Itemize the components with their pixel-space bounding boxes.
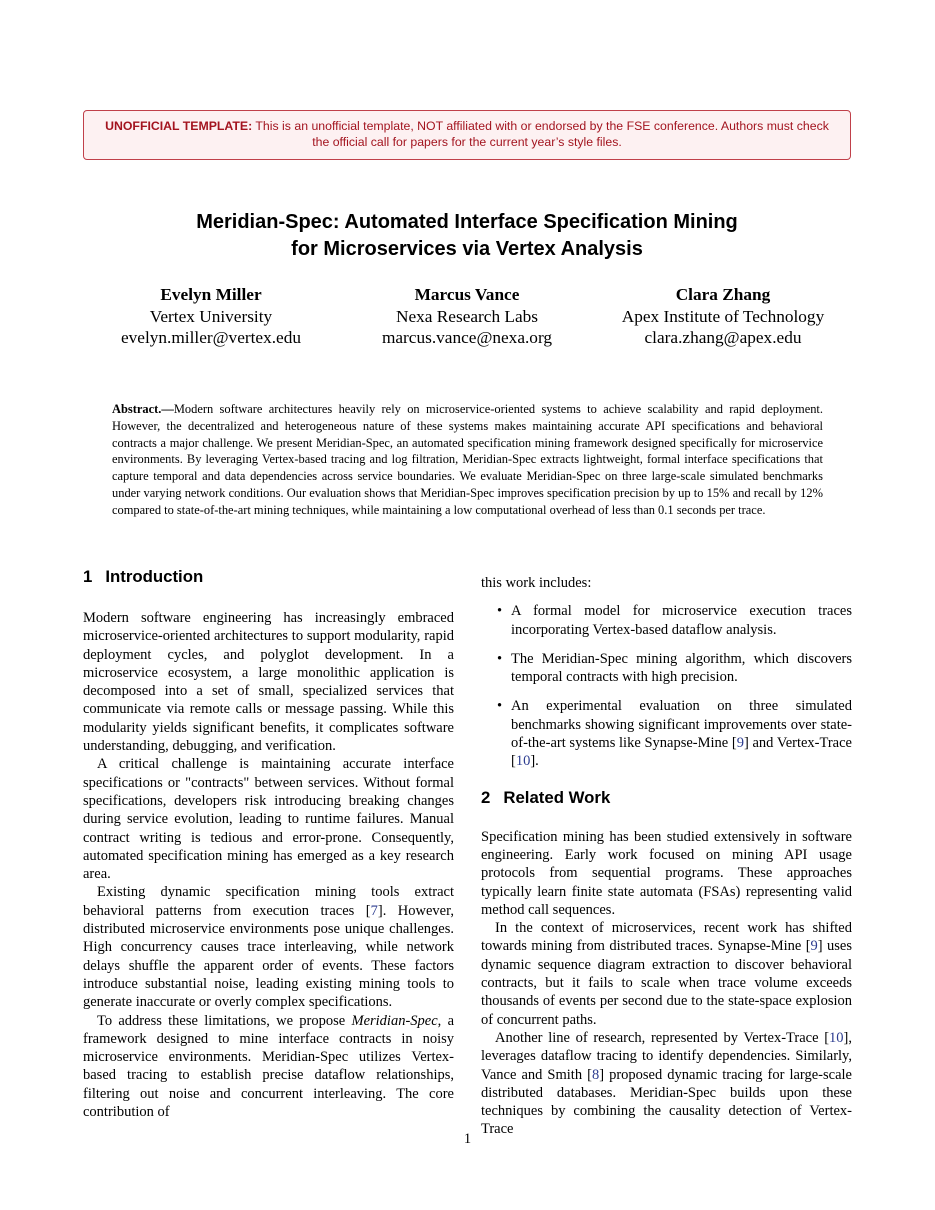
section-title: Introduction (105, 567, 204, 586)
text-segment: ]. However, distributed microservice environments pose unique challenges. High concurrency causes trace interleaving, while network delays shuffle the apparent order of events. These factors introduce substantial noise, leading existing mining tools to generate inaccurate or overly complex specifications. (83, 902, 454, 1011)
text-segment: In the context of microservices, recent work has shifted towards mining from distributed traces. Synapse-Mine [ (481, 920, 852, 955)
emphasis-system-name: Meridian-Spec (351, 1012, 438, 1029)
section-heading-related-work (481, 787, 852, 809)
related-paragraph-2 (481, 919, 852, 1029)
section-heading-introduction (83, 566, 454, 588)
right-column (481, 574, 852, 1139)
author-name: Evelyn Miller (160, 285, 262, 304)
author-email: clara.zhang@apex.edu (644, 328, 802, 347)
paper-title (83, 209, 851, 263)
section-number: 1 (83, 567, 93, 586)
related-paragraph-1: Specification mining has been studied extensively in software engineering. Early work focused on mining API usage protocols from sequential programs. These approaches typically learn finite state automata (FSAs) representing valid method call sequences. (481, 828, 852, 918)
intro-paragraph-3 (83, 883, 454, 1011)
paper-title-line-2: for Microservices via Vertex Analysis (291, 238, 643, 260)
author-email: marcus.vance@nexa.org (381, 328, 553, 347)
text-segment: ], leverages dataflow tracing to identify dependencies. Similarly, Vance and Smith [ (481, 1029, 852, 1083)
author-3 (595, 284, 851, 349)
text-segment: ] uses dynamic sequence diagram extraction to discover behavioral contracts, but it fails to scale when trace volume exceeds thousands of events per second due to the state-space explosion of concurrent paths. (481, 938, 852, 1028)
abstract (112, 401, 823, 519)
page-number: 1 (463, 1131, 472, 1147)
text-segment: ] and Vertex-Trace [ (511, 735, 852, 770)
citation-link[interactable]: 9 (810, 938, 818, 955)
citation-link[interactable]: 8 (591, 1066, 600, 1083)
author-2 (339, 284, 595, 349)
text-segment: ] proposed dynamic tracing for large-scale distributed databases. Meridian-Spec builds upon these techniques by combining the causality detection of Vertex-Trace (481, 1066, 852, 1138)
notice-label: UNOFFICIAL TEMPLATE: (105, 119, 253, 133)
list-item (481, 697, 852, 770)
author-1 (83, 284, 339, 349)
related-paragraph-3 (481, 1029, 852, 1139)
contribution-list (481, 602, 852, 770)
notice-text: This is an unofficial template, NOT affiliated with or endorsed by the FSE conference. Authors must check the official call for papers for the current year’s style files. (252, 119, 829, 149)
author-email: evelyn.miller@vertex.edu (120, 328, 302, 347)
citation-link[interactable]: 10 (829, 1029, 844, 1046)
intro-paragraph-1: Modern software engineering has increasingly embraced microservice-oriented architectures to support modularity, rapid deployment cycles, and polyglot development. In a microservice ecosystem, a large monolithic application is decomposed into a set of small, specialized services that communicate via remote calls or message passing. While this modularity yields significant benefits, it complicates software understanding, debugging, and verification. (83, 610, 454, 755)
list-item: • The Meridian-Spec mining algorithm, which discovers temporal contracts with high precision. (481, 650, 852, 687)
author-affiliation: Nexa Research Labs (395, 306, 539, 326)
citation-link[interactable]: 9 (736, 735, 744, 752)
abstract-label: Abstract.— (112, 402, 174, 416)
intro-paragraph-2: A critical challenge is maintaining accurate interface specifications or "contracts" between services. Without formal specifications, developers risk introducing breaking changes during service evolution, leading to runtime failures. Manual contract writing is tedious and error-prone. Consequently, automated specification mining has emerged as a key research area. (83, 756, 454, 883)
text-segment: To address these limitations, we propose (97, 1012, 352, 1029)
author-name: Clara Zhang (675, 285, 771, 304)
author-affiliation: Vertex University (149, 306, 273, 326)
abstract-text: Modern software architectures heavily rely on microservice-oriented systems to achieve scalability and rapid deployment. However, the decentralized and heterogeneous nature of these systems makes maintaining accurate API specifications and behavioral contracts a major challenge. We present Meridian-Spec, an automated specification mining framework designed specifically for microservice environments. By leveraging Vertex-based tracing and log filtration, Meridian-Spec extracts lightweight, formal interface specifications that capture temporal and data dependencies across service boundaries. We evaluate Meridian-Spec on three large-scale simulated benchmarks under varying network conditions. Our evaluation shows that Meridian-Spec improves specification precision by up to 15% and recall by 12% compared to state-of-the-art mining techniques, while maintaining a low computational overhead of less than 0.1 seconds per trace. (112, 402, 823, 517)
citation-link[interactable]: 7 (370, 902, 378, 919)
intro-paragraph-4 (83, 1012, 454, 1122)
text-segment: An experimental evaluation on three simulated benchmarks showing significant improvements over state-of-the-art systems like Synapse-Mine [ (511, 698, 852, 752)
unofficial-template-notice (83, 110, 851, 160)
contribution-lead-in: this work includes: (481, 575, 592, 591)
left-column (83, 566, 454, 1121)
text-segment: ]. (530, 753, 539, 770)
text-segment: Existing dynamic specification mining tools extract behavioral patterns from execution traces [ (83, 884, 454, 919)
text-segment: Another line of research, represented by Vertex-Trace [ (495, 1029, 830, 1046)
list-item: • A formal model for microservice execution traces incorporating Vertex-based dataflow analysis. (481, 602, 852, 639)
citation-link[interactable]: 10 (515, 753, 531, 770)
author-affiliation: Apex Institute of Technology (621, 306, 825, 326)
author-name: Marcus Vance (414, 285, 520, 304)
section-number: 2 (481, 787, 491, 807)
section-title: Related Work (503, 787, 611, 807)
paper-title-line-1: Meridian-Spec: Automated Interface Specification Mining (196, 211, 738, 233)
author-block (83, 284, 851, 349)
text-segment: , a framework designed to mine interface contracts in noisy microservice environments. Meridian-Spec utilizes Vertex-based tracing to establish precise dataflow relationships, filtering out noise and concurrent interleaving. The core contribution of (83, 1012, 455, 1121)
